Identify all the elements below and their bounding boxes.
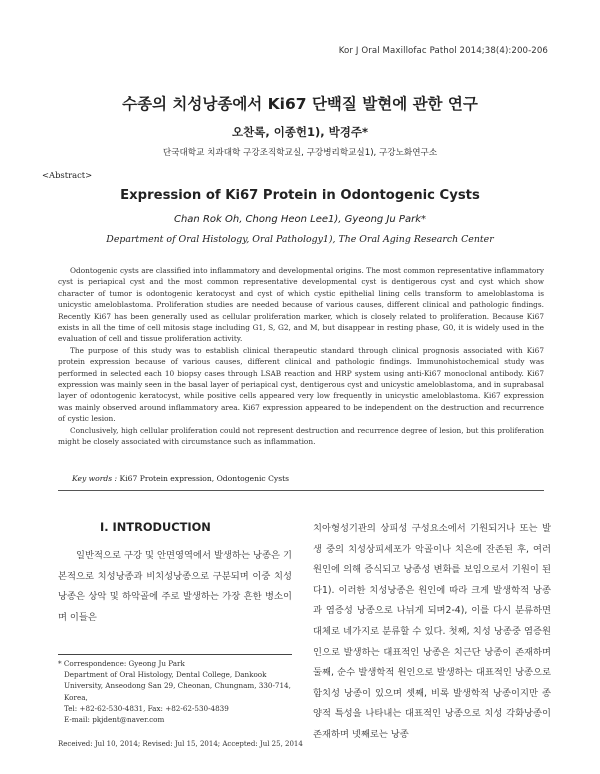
abstract-label: <Abstract> [42, 170, 93, 180]
left-column-text [58, 546, 292, 628]
correspondence-address: Department of Oral Histology, Dental College, Dankook University, Anseodong San 29, Cheonan, Chungnam, 330-714, Korea, [64, 670, 291, 702]
korean-affiliation: 단국대학교 치과대학 구강조직학교실, 구강병리학교실1), 구강노화연구소 [162, 148, 438, 158]
correspondence-label: * Correspondence: Gyeong Ju Park [58, 659, 185, 668]
abstract-paragraph: The purpose of this study was to establish clinical therapeutic standard through clinical prognosis associated with Ki67 protein expression because of various causes, different clinical and pathologic findings. Immunohistochemical study was performed in selected each 10 biopsy cases through LSAB reaction and HRP system using anti-Ki67 monoclonal antibody. Ki67 expression was mainly seen in the basal layer of periapical cyst, dentigerous cyst and unicystic ameloblastoma, and in suprabasal layer of odontogenic keratocyst, while positive cells appeared very low frequently in unicystic ameloblastoma. Ki67 expression was mainly observed around inflammatory area. Ki67 expression appeared to be independent on the destruction and recurrence of cystic lesion. [58, 345, 544, 424]
abstract-body [58, 265, 544, 448]
journal-header: Kor J Oral Maxillofac Pathol 2014;38(4):200-206 [338, 46, 548, 56]
abstract-paragraph: Conclusively, high cellular proliferation could not represent destruction and recurrence degree of lesion, but this proliferation might be closely associated with circumstance such as inflammation. [58, 425, 544, 447]
english-title: Expression of Ki67 Protein in Odontogenic Cysts [120, 188, 480, 203]
intro-paragraph-left: 일반적으로 구강 및 안면영역에서 발생하는 낭종은 기본적으로 치성낭종과 비치성낭종으로 구분되며 이중 치성낭종은 상악 및 하악골에 주로 발생하는 가장 흔한 병소이며 이들은 [58, 550, 292, 623]
korean-title: 수종의 치성낭종에서 Ki67 단백질 발현에 관한 연구 [122, 95, 478, 113]
correspondence-phone: Tel: +82-62-530-4831, Fax: +82-62-530-4839 [64, 703, 229, 713]
abstract-divider [58, 490, 544, 491]
keywords-label: Key words : [72, 474, 118, 483]
right-column-text [313, 519, 551, 746]
korean-authors: 오찬록, 이종헌1), 박경주* [232, 125, 368, 139]
keywords-text: Ki67 Protein expression, Odontogenic Cysts [119, 474, 290, 483]
section-heading-introduction: Ⅰ. INTRODUCTION [100, 520, 211, 534]
correspondence-block [58, 658, 294, 725]
intro-paragraph-right: 치아형성기관의 상피성 구성요소에서 기원되거나 또는 발생 중의 치성상피세포가 악골이나 치은에 잔존된 후, 여러 원인에 의해 증식되고 낭종성 변화를 보임으로서 기원이 된다1). 이러한 치성낭종은 원인에 따라 크게 발생학적 낭종과 염증성 낭종으로 나뉘게 되며2-4), 이를 다시 분류하면 대체로 네가지로 분류할 수 있다. 첫째, 치성 낭종중 염증원인으로 발생하는 대표적인 낭종은 치근단 낭종이 존재하며 둘째, 순수 발생학적 원인으로 발생하는 대표적인 낭종으로 함치성 낭종이 있으며 셋째, 비록 발생학적 낭종이지만 종양적 특성을 나타내는 대표적인 낭종으로 치성 각화낭종이 존재하며 넷째로는 낭종 [313, 523, 551, 740]
correspondence-email: E-mail: pkjdent@naver.com [64, 715, 165, 725]
english-affiliation: Department of Oral Histology, Oral Pathology1), The Oral Aging Research Center [106, 234, 494, 245]
footnote-divider [58, 654, 292, 655]
english-authors: Chan Rok Oh, Chong Heon Lee1), Gyeong Ju Park* [173, 214, 426, 225]
received-dates: Received: Jul 10, 2014; Revised: Jul 15, 2014; Accepted: Jul 25, 2014 [58, 740, 303, 748]
keywords [72, 474, 289, 483]
abstract-paragraph: Odontogenic cysts are classified into inflammatory and developmental origins. The most common representative inflammatory cyst is periapical cyst and the most common representative developmental cyst is dentigerous cyst and cyst which show character of tumor is odontogenic keratocyst and cyst of which cystic epithelial lining cells transform to ameloblastoma is unicystic ameloblastoma. Proliferation studies are needed because of various causes, different clinical and pathologic findings. Recently Ki67 has been generally used as cellular proliferation marker, which is closely related to proliferation. Because Ki67 exists in all the time of cell mitosis stage including G1, S, G2, and M, but disappear in resting phase, G0, it is widely used in the evaluation of cell and tissue proliferation activity. [58, 266, 544, 344]
